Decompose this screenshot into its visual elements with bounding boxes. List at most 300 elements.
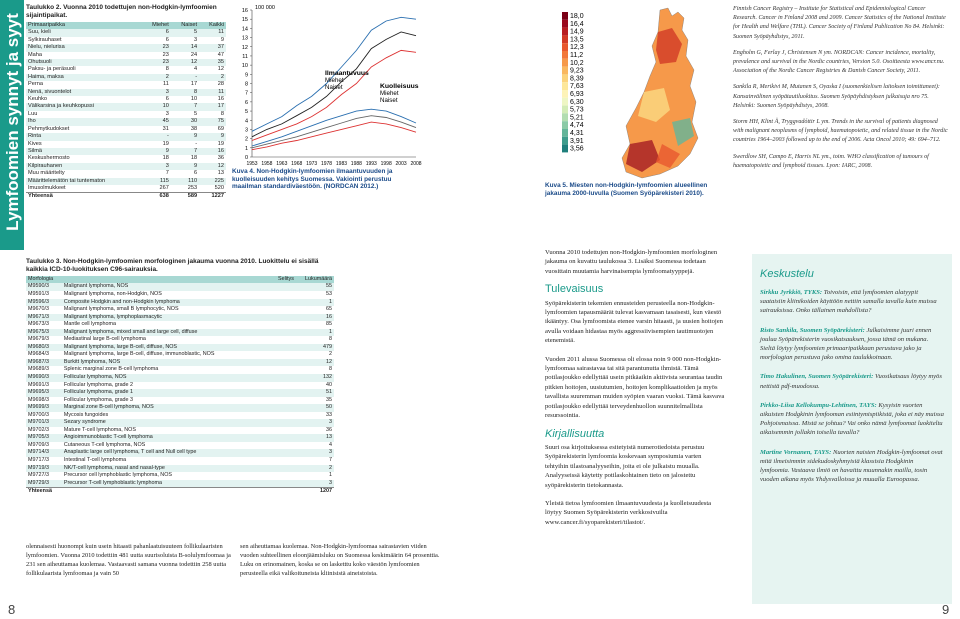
legend-label: 6,30 [570, 98, 584, 106]
legend-label: 9,23 [570, 67, 584, 75]
table-morphology [26, 258, 334, 496]
discussion-item [760, 288, 944, 316]
table1-cell: 6 [165, 96, 169, 103]
table1-caption: Taulukko 2. Vuonna 2010 todettujen non-Hodgkin-lymfoomien sijaintipaikat. [26, 4, 217, 19]
table2-caption: Taulukko 3. Non-Hodgkin-lymfoomien morfologinen jakauma vuonna 2010. Luokittelu ei sisällä kaikkia ICD-10-luokituksen C96-sairauksia. [26, 258, 319, 273]
table1-cell: 7 [193, 103, 198, 110]
discussion-text: Toivoisin, että lymfoomien alatyypit saataisiin kliinikoiden käyttöön nettiin samalla tavalla kuin muissa sairauksissa. Onko tällainen mahdollista? [760, 289, 937, 315]
table2-cell: Malignant lymphoma, lymphoplasmacytic [63, 313, 163, 320]
x-tick-label: 2003 [395, 161, 407, 167]
heading-tulevaisuus: Tulevaisuus [545, 283, 604, 296]
legend-swatch [562, 82, 568, 90]
table1-cell: 12 [217, 162, 224, 169]
discussion-text: Julkaisimme juuri ennen joulua Syöpärekisterin vuosikatsauksen, jossa tämä on mukana. Sieltä löytyy lymfoomien primaaripaikkaan perustuva jako ja morfologian perustuva jako omina taulukkoinaan. [760, 326, 932, 362]
table1-cell: - [166, 133, 169, 140]
paragraph: Vuonna 2010 todettujen non-Hodgkin-lymfoomien morfologinen jakauma on kuvattu taulukossa 3. Lisäksi Suomessa todetaan vuosittain muutamia harvinaisempia lymfoomatyyppejä. [545, 249, 718, 275]
table1-cell: Määrittelemätön tai tuntematon [28, 177, 106, 184]
discussion-speaker: Pirkko-Liisa Kellokumpu-Lehtinen, TAYS: [760, 401, 877, 409]
table1-cell: 12 [190, 59, 198, 66]
table2-cell: Anaplastic large cell lymphoma, T cell and Null cell type [63, 449, 197, 456]
table1-cell: Muu määritelty [28, 170, 65, 177]
table1-cell: 520 [214, 184, 224, 191]
legend-swatch [562, 145, 568, 153]
x-tick-label: 1978 [320, 161, 333, 167]
table2-cell: 479 [323, 343, 332, 350]
legend-label: 4,31 [570, 130, 584, 137]
table2-cell: 53 [326, 290, 332, 297]
table2-row [26, 412, 334, 420]
series-label: Kuolleisuus [380, 83, 419, 90]
table2-cell: M9671/3 [28, 313, 49, 320]
table1-row [26, 52, 226, 59]
table2-cell: Cutaneous T-cell lymphoma, NOS [63, 441, 146, 448]
legend-label: 10,2 [570, 59, 584, 67]
table1-cell: Suu, kieli [28, 29, 51, 36]
table2-header-cell: Selitys [278, 276, 294, 282]
table1-cell: 3 [165, 162, 169, 169]
table2-cell: Mantle cell lymphoma [63, 321, 116, 328]
table2-cell: Precursor cell lymphoblastic lymphoma, NOS [63, 472, 172, 479]
table2-cell: Malignant lymphoma, non-Hodgkin, NOS [63, 290, 162, 297]
legend-label: 13,5 [570, 36, 584, 44]
x-tick-label: 1968 [291, 161, 303, 167]
body-text-col3 [545, 248, 725, 536]
table2-total-row [26, 488, 334, 496]
table1-cell: Ohutsuoli [28, 59, 52, 66]
table1-row [26, 29, 226, 36]
legend-label: 12,3 [570, 44, 584, 52]
discussion-speaker: Timo Hakulinen, Suomen Syöpärekisteri: [760, 373, 874, 381]
side-title-band [0, 0, 24, 250]
table1-cell: Keskushermosto [28, 155, 70, 162]
table1-cell: 3 [165, 110, 169, 117]
table1-cell: 9 [220, 36, 224, 43]
y-tick-label: 6 [244, 99, 248, 106]
table2-cell: Precursor T-cell lymphoblastic lymphoma [63, 479, 163, 486]
table2-cell: M9701/3 [28, 419, 49, 426]
table2-cell: Marginal zone B-cell lymphoma, NOS [63, 404, 154, 411]
table1-row [26, 133, 226, 140]
paragraph: Yleistä tietoa lymfoomien ilmaantuvuudesta ja kuolleisuudesta löytyy Suomen Syöpärekisterin verkkosivuilta www.cancer.fi/syoparekisteri/tilastot/. [545, 499, 712, 526]
table2-cell: Mediastinal large B-cell lymphoma [63, 336, 146, 343]
y-tick-label: 9 [244, 72, 248, 79]
body-text-col1: olennaisesti huonompi kuin usein hitaasti pahanlaatuisuuteen follikulaaristen lymfoomien. Vuonna 2010 todettiin 481 uutta suurisoluista B-solulymfoomaa ja 231 sen aiheuttamaa kuolemaa. Vastaavasti samana vuonna todettiin 258 uutta follikulaarista lymfoomaa ja vain 50 [26, 543, 231, 577]
table1-cell: 45 [162, 118, 169, 125]
table1-cell: Maha [28, 51, 42, 58]
table2-cell: M9687/3 [28, 358, 49, 365]
legend-swatch [562, 20, 568, 28]
legend-label: 7,63 [570, 83, 584, 91]
table1-row [26, 103, 226, 110]
table2-cell: 36 [326, 426, 332, 433]
table1-cell: Välikarsina ja keuhkopussi [28, 103, 94, 110]
table2-cell: Intestinal T-cell lymphoma [63, 456, 127, 463]
table1-cell: 38 [190, 125, 198, 132]
table2-cell: NK/T-cell lymphoma, nasal and nasal-type [63, 464, 165, 471]
page-number-left: 8 [8, 602, 16, 617]
table1-cell: 6 [193, 170, 198, 177]
table1-cell: 17 [190, 81, 198, 88]
table2-cell: Follicular lymphoma, NOS [63, 373, 127, 380]
table1-cell: Yhteensä [26, 193, 141, 201]
side-title: Lymfoomien synnyt ja syyt [3, 13, 22, 231]
x-tick-label: 1963 [276, 161, 288, 167]
table1-cell: 14 [190, 44, 198, 51]
table1-cell: - [195, 73, 198, 80]
y-tick-label: 12 [241, 44, 248, 51]
y-tick-label: 14 [241, 26, 248, 33]
table2-row [26, 382, 334, 390]
table2-cell: 3 [329, 479, 332, 486]
table2-row [26, 427, 334, 435]
table1-cell: 115 [159, 177, 169, 184]
reference-item: Engholm G, Ferlay J, Christensen N ym. NORDCAN: Cancer incidence, mortality, prevalence and survival in the Nordic countries, Version 5.0. Osoitteesta www.ancr.nu. Association of the Nordic Cancer Registries & Danish Cancer Society, 2011. [733, 49, 945, 75]
table2-cell: 55 [326, 283, 332, 290]
references [733, 5, 948, 178]
table1-cell: 589 [171, 193, 199, 201]
legend-label: 5,73 [570, 106, 584, 114]
legend-swatch [562, 51, 568, 59]
table2-cell: 8 [329, 366, 332, 373]
x-tick-label: 1983 [335, 161, 348, 167]
y-tick-label: 3 [244, 127, 248, 134]
table2-row [26, 344, 334, 352]
table1-row [26, 148, 226, 155]
legend-label: 6,93 [570, 91, 584, 98]
table2-row [26, 434, 334, 442]
table1-cell: 638 [141, 193, 171, 201]
x-tick-label: 1998 [380, 161, 392, 167]
legend-label: 5,21 [570, 114, 584, 122]
table2-cell: Malignant lymphoma, large B-cell, diffuse, immunoblastic, NOS [63, 351, 215, 358]
table1-cell: Kives [28, 140, 42, 147]
table2-cell: Follicular lymphoma, grade 3 [63, 396, 134, 403]
table1-cell: 225 [214, 177, 224, 184]
table2-row [26, 321, 334, 329]
table2-cell: 40 [326, 381, 332, 388]
series-line-kuolleisuus-miehet [252, 109, 416, 146]
table1-cell: 8 [165, 66, 169, 73]
table2-row [26, 329, 334, 337]
discussion-title: Keskustelu [760, 268, 814, 280]
table1-row [26, 37, 226, 44]
legend-label: 4,74 [570, 122, 584, 130]
legend-swatch [562, 74, 568, 82]
table2-cell: Angioimmunoblastic T-cell lymphoma [63, 434, 153, 441]
table1-cell: Perna [28, 81, 43, 88]
table1-cell: 267 [159, 184, 169, 191]
table2-cell: 12 [326, 358, 332, 365]
y-tick-label: 0 [244, 155, 248, 161]
table2-cell: M9719/3 [28, 464, 49, 471]
table2-cell: M9714/3 [28, 449, 49, 456]
table1-cell: 23 [162, 59, 169, 66]
map-caption: Kuva 5. Miesten non-Hodgkin-lymfoomien alueellinen jakauma 2000-luvulla (Suomen Syöpärekisteri 2010). [545, 182, 708, 197]
table1-cell: 3 [165, 88, 169, 95]
table2-row [26, 419, 334, 427]
y-tick-label: 11 [242, 53, 248, 60]
series-label: Ilmaantuvuus [325, 70, 369, 77]
table2-cell: Mature T-cell lymphoma, NOS [63, 426, 136, 433]
table1-cell: 8 [193, 88, 198, 95]
table2-cell: Follicular lymphoma, grade 1 [63, 389, 134, 396]
table2-cell: Yhteensä [26, 488, 62, 496]
table2-cell: M9727/3 [28, 472, 49, 479]
y-tick-label: 1 [244, 145, 248, 152]
legend-label: 14,9 [570, 28, 584, 36]
table1-row [26, 111, 226, 118]
table1-cell: 9 [193, 133, 198, 140]
table2-row [26, 442, 334, 450]
table2-cell: Splenic marginal zone B-cell lymphoma [63, 366, 159, 373]
legend-label: 8,39 [570, 75, 584, 83]
legend-swatch [562, 121, 568, 129]
table1-row [26, 89, 226, 96]
table2-row [26, 457, 334, 465]
legend-swatch [562, 59, 568, 67]
table1-cell: 30 [190, 118, 198, 125]
table1-cell: 5 [193, 110, 198, 117]
map-svg [560, 4, 710, 184]
table1-cell: 11 [163, 81, 169, 88]
table2-cell: Malignant lymphoma, large B-cell, diffuse, NOS [63, 343, 177, 350]
table1-cell: Sylkirauhaset [28, 36, 62, 43]
discussion-item [760, 401, 944, 438]
table1-cell: Nenä, sivuontelot [28, 88, 72, 95]
table2-cell: 4 [329, 441, 332, 448]
table1-cell: 12 [217, 66, 224, 73]
table2-cell: 85 [326, 321, 332, 328]
legend-swatch [562, 129, 568, 137]
table1-cell: Kilpirauhanen [28, 162, 63, 169]
legend-swatch [562, 90, 568, 98]
table2-row [26, 299, 334, 307]
table1-cell: Luu [28, 110, 38, 117]
table2-cell: 51 [326, 389, 332, 396]
table2-cell: M9684/3 [28, 351, 49, 358]
table2-cell: M9709/3 [28, 441, 49, 448]
table1-cell: 2 [220, 73, 224, 80]
chart-caption: Kuva 4. Non-Hodgkin-lymfoomien ilmaantuvuuden ja kuolleisuuden kehitys Suomessa. Vakiointi perustuu maailman standardiväestöön. (NORDCAN 2012.) [232, 168, 393, 191]
legend-label: 3,91 [570, 137, 584, 145]
table2-cell: 16 [326, 313, 332, 320]
table2-cell: 7 [329, 456, 332, 463]
table2-cell: M9698/3 [28, 396, 49, 403]
table1-cell: 3 [193, 36, 198, 43]
table2-cell: M9691/3 [28, 381, 49, 388]
table2-cell: 1 [329, 298, 332, 305]
table2-cell: Burkitt lymphoma, NOS [63, 358, 121, 365]
series-label: Naiset [380, 97, 398, 104]
table2-cell: M9717/3 [28, 456, 49, 463]
table2-cell: 50 [326, 404, 332, 411]
table2-cell: M9729/3 [28, 479, 49, 486]
table2-cell [62, 488, 296, 496]
table2-cell: 3 [329, 449, 332, 456]
legend-swatch [562, 12, 568, 20]
table2-row [26, 314, 334, 322]
table1-row [26, 118, 226, 125]
discussion-speaker: Sirkku Jyrkkiö, TYKS: [760, 289, 823, 296]
table1-cell: 6 [165, 36, 169, 43]
legend-swatch [562, 137, 568, 145]
table1-cell: 2 [165, 73, 169, 80]
y-tick-label: 13 [241, 35, 248, 42]
table2-row [26, 374, 334, 382]
table2-cell: M9673/3 [28, 321, 49, 328]
reference-item: Sankila R, Merikivi M, Mutanen S, Oyaska I (suomenkielisen laitoksen toimittaneet): Kansainvälinen syöpätautiluokitus. Suomen Syöpäyhdistyksen julkaisuja nro 75. Helsinki: Suomen Syöpäyhdistys, 2008. [733, 84, 940, 109]
x-tick-label: 2008 [410, 161, 422, 167]
table1-cell: 5 [193, 29, 198, 36]
table2-cell: 2 [329, 464, 332, 471]
table1-row [26, 74, 226, 81]
table2-cell: M9702/3 [28, 426, 49, 433]
table1-cell: 4 [193, 66, 198, 73]
table2-cell: Composite Hodgkin and non-Hodgkin lymphoma [63, 298, 180, 305]
table1-row [26, 178, 226, 185]
table2-row [26, 366, 334, 374]
table1-header-cell: Miehet [152, 22, 169, 28]
legend-swatch [562, 67, 568, 75]
table2-row [26, 336, 334, 344]
paragraph: Syöpärekisterin tekemien ennusteiden perusteella non-Hodgkin-lymfoomien tapausmäärät tulevat kasvamaan tasaisesti, kun väestö ikääntyy. Osa lymfoomista etenee varsin hitaasti, ja uusien hoitojen avulla voidaan hidastaa myös aggressiivisempien tautimuotojen etenemistä. [545, 299, 723, 345]
table1-cell: 9 [165, 147, 169, 154]
table1-cell: 16 [217, 147, 224, 154]
table2-row [26, 480, 334, 488]
table1-cell: 11 [218, 29, 224, 36]
table1-row [26, 81, 226, 88]
table1-cell: 10 [190, 96, 198, 103]
table1-cell: Rinta [28, 133, 42, 140]
table1-cell: 23 [162, 51, 169, 58]
discussion-item [760, 372, 944, 390]
table1-cell: Imusolmukkeet [28, 184, 66, 191]
table1-cell: 110 [188, 177, 198, 184]
table2-cell: M9689/3 [28, 366, 49, 373]
table2-cell: Mycosis fungoides [63, 411, 109, 418]
x-tick-label: 1973 [306, 161, 318, 167]
body-text-col2: sen aiheuttamaa kuolemaa. Non-Hodgkin-lymfoomaa sairastavien viiden vuoden suhteellinen eloonjäämisluku on Suomessa keskimäärin 64 prosenttia. Luku on erinomainen, koska se on lasketttu koko väestön lymfoomien perusteella eikä valikoituneista kliinisistä aineistoista. [240, 543, 440, 577]
y-tick-label: 5 [244, 109, 248, 116]
table2-cell: 33 [326, 411, 332, 418]
x-tick-label: 1993 [365, 161, 377, 167]
table1-cell: 19 [162, 140, 169, 147]
series-label: Miehet [380, 90, 399, 97]
table2-row [26, 291, 334, 299]
table1-cell: 17 [217, 103, 224, 110]
table1-cell: 47 [217, 51, 224, 58]
heading-kirjallisuutta: Kirjallisuutta [545, 427, 605, 440]
table1-cell: Haima, maksa [28, 73, 64, 80]
table1-cell: - [195, 140, 198, 147]
reference-item: Storm HH, Klint Å, Tryggvadóttir L ym. Trends in the survival of patients diagnosed with malignant neoplasms of lymphoid, haematopoietic, and related tissue in the Nordic countries 1964–2003 followed up to the end of 2006. Acta Oncol 2010; 49: 694–712. [733, 119, 948, 144]
table2-cell: M9690/3 [28, 373, 49, 380]
table1-cell: 7 [165, 170, 169, 177]
series-label: Miehet [325, 77, 344, 84]
table2-row [26, 389, 334, 397]
table1-cell: 19 [217, 140, 224, 147]
table1-row [26, 155, 226, 162]
table1-cell: 16 [217, 96, 224, 103]
table1-total-row [26, 193, 226, 201]
discussion-text: Vuosikatsaus löytyy myös nettistä pdf-muodossa. [760, 373, 942, 390]
table1-row [26, 141, 226, 148]
table1-cell: Iho [28, 118, 36, 125]
table2-cell: 3 [329, 419, 332, 426]
table1-cell: Nielu, nielurisa [28, 44, 65, 51]
table1-row [26, 170, 226, 177]
y-tick-label: 7 [244, 90, 248, 97]
table2-cell: Malignant lymphoma, small B lymphocytic, NOS [63, 306, 179, 313]
table1-cell: 10 [162, 103, 169, 110]
discussion-speaker: Martine Vornanen, TAYS: [760, 448, 832, 456]
table1-header-cell: Naiset [181, 22, 198, 28]
discussion-item [760, 448, 944, 485]
table2-cell: Malignant lymphoma, mixed small and large cell, diffuse [63, 328, 198, 335]
series-label: Naiset [325, 84, 343, 91]
table1-cell: 9 [193, 162, 198, 169]
table1-cell: 37 [217, 44, 224, 51]
table2-cell: Malignant lymphoma, NOS [63, 283, 129, 290]
table2-cell: M9591/3 [28, 290, 49, 297]
paragraph: Vuoden 2011 alussa Suomessa oli elossa noin 9 000 non-Hodgkin-lymfoomaa sairastavaa tai sitä parantunutta ihmistä. Tämä potilasjoukko edellyttää usein pitkäaikin aktiivista seurantaa taudin pitkien hoitojen, uusiutumien, hoitojen komplikaatioiden ja myös tavallista suuremman muiden syöpien vaaran vuoksi. Tämä kasvava potilasjoukko edellyttää terveydenhuollon suunnitelmallista resurssointia. [545, 355, 725, 420]
legend-swatch [562, 113, 568, 121]
table2-cell: M9705/3 [28, 434, 49, 441]
legend-swatch [562, 98, 568, 106]
table1-header-cell: Primaaripaikka [28, 22, 65, 28]
table1-cell: Paksu- ja peräsuoli [28, 66, 76, 73]
table1-header-cell: Kaikki [209, 22, 224, 28]
table1-cell: 13 [217, 170, 224, 177]
legend-swatch [562, 106, 568, 114]
legend-swatch [562, 28, 568, 36]
table2-cell: 35 [326, 396, 332, 403]
discussion-text: Nuorten naisten Hodgkin-lymfoomat ovat mitä ilmeisimmin sidekudoskyhmyisiä klassisia Hodgkinin lymfoomia. Vastaava ilmiö on havaittu muunnakin mailla, tosin vuoden aikana myös Yhdysvalloissa ja muualla Euroopassa. [760, 448, 943, 484]
y-tick-label: 10 [241, 63, 248, 70]
table2-header-cell: Lukumäärä [305, 276, 332, 282]
table2-cell: 2 [329, 351, 332, 358]
x-tick-label: 1958 [261, 161, 273, 167]
table2-row [26, 359, 334, 367]
table2-cell: M9695/3 [28, 389, 49, 396]
y-tick-label: 15 [241, 17, 248, 24]
table2-cell: Sezary syndrome [63, 419, 106, 426]
table1-row [26, 59, 226, 66]
table1-cell: 18 [190, 155, 198, 162]
table1-cell: 1227 [199, 193, 226, 201]
table1-cell: 8 [220, 110, 224, 117]
table1-cell: 11 [218, 88, 224, 95]
x-tick-label: 1988 [350, 161, 362, 167]
y-tick-label: 8 [244, 81, 248, 88]
table2-cell: 1 [329, 328, 332, 335]
table2-row [26, 465, 334, 473]
table2-cell: 13 [326, 434, 332, 441]
y-tick-label: 4 [244, 118, 248, 125]
table1-cell: 31 [162, 125, 169, 132]
table2-cell: M9596/3 [28, 298, 49, 305]
table2-cell: M9680/3 [28, 343, 49, 350]
table2-cell: 65 [326, 306, 332, 313]
table1-cell: 28 [217, 81, 224, 88]
table2-row [26, 283, 334, 291]
legend-label: 11,2 [570, 52, 584, 59]
table2-row [26, 397, 334, 405]
table1-row [26, 163, 226, 170]
y-unit-label: 100 000 [255, 5, 275, 11]
table1-cell: 253 [187, 184, 198, 191]
table1-cell: 6 [165, 29, 169, 36]
